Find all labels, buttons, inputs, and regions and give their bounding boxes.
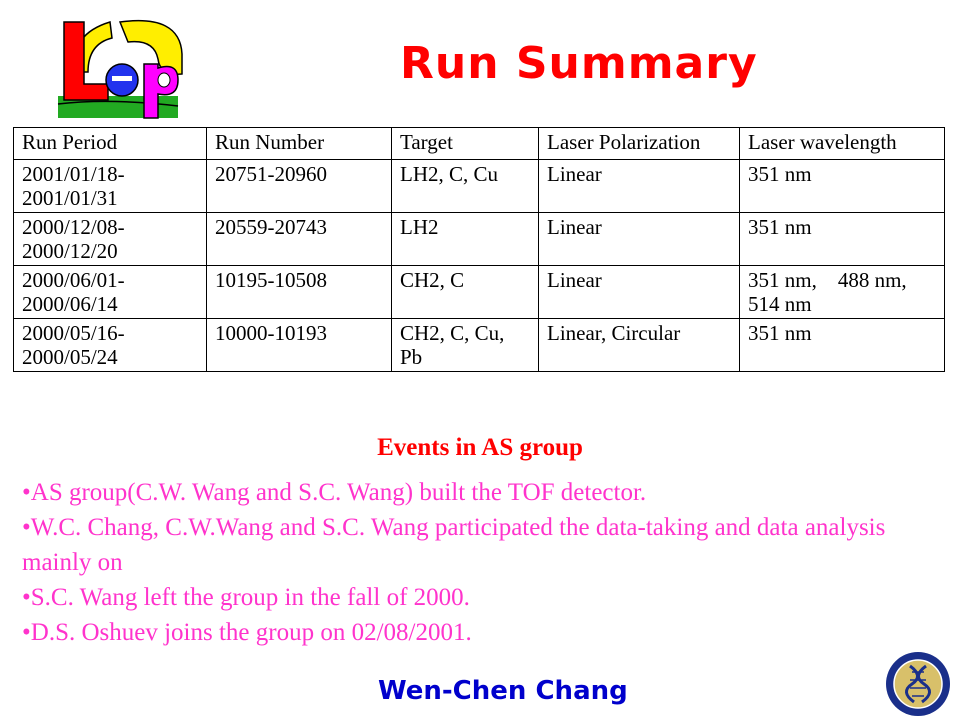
period-end: 2000/06/14 (22, 292, 118, 316)
header-laser-polarization: Laser Polarization (539, 128, 740, 160)
cell-target: LH2, C, Cu (392, 160, 539, 213)
cell-wavelength: 351 nm (740, 319, 945, 372)
table-row (14, 319, 945, 372)
period-start: 2000/06/01- (22, 268, 125, 292)
cell-target: CH2, C, Cu, Pb (392, 319, 539, 372)
cell-wavelength: 351 nm, 488 nm, 514 nm (740, 266, 945, 319)
cell-target: CH2, C (392, 266, 539, 319)
slide-title: Run Summary (400, 38, 758, 89)
header-run-period: Run Period (14, 128, 207, 160)
table-row (14, 213, 945, 266)
list-item: • AS group(C.W. Wang and S.C. Wang) built the TOF detector. (22, 475, 922, 510)
cell-target: LH2 (392, 213, 539, 266)
cell-run-period (14, 266, 207, 319)
header-run-number: Run Number (207, 128, 392, 160)
cell-polarization: Linear, Circular (539, 319, 740, 372)
table-row (14, 160, 945, 213)
period-start: 2000/05/16- (22, 321, 125, 345)
cell-wavelength: 351 nm (740, 160, 945, 213)
table-row (14, 266, 945, 319)
cell-run-period (14, 160, 207, 213)
cell-polarization: Linear (539, 213, 740, 266)
cell-wavelength: 351 nm (740, 213, 945, 266)
run-summary-table (13, 127, 945, 372)
cell-run-number: 20751-20960 (207, 160, 392, 213)
list-item: • S.C. Wang left the group in the fall of 2000. (22, 580, 922, 615)
period-end: 2000/12/20 (22, 239, 118, 263)
period-end: 2000/05/24 (22, 345, 118, 369)
cell-run-number: 10000-10193 (207, 319, 392, 372)
cell-run-number: 10195-10508 (207, 266, 392, 319)
cell-polarization: Linear (539, 160, 740, 213)
period-end: 2001/01/31 (22, 186, 118, 210)
period-start: 2001/01/18- (22, 162, 125, 186)
events-list (22, 475, 922, 650)
header-laser-wavelength: Laser wavelength (740, 128, 945, 160)
academia-sinica-seal (884, 650, 952, 718)
cell-run-period (14, 213, 207, 266)
leps-logo (50, 14, 190, 124)
presenter-name: Wen-Chen Chang (378, 676, 628, 706)
events-heading: Events in AS group (377, 434, 583, 461)
list-item: • D.S. Oshuev joins the group on 02/08/2001. (22, 615, 922, 650)
list-item: • W.C. Chang, C.W.Wang and S.C. Wang participated the data-taking and data analysis mainly on (22, 510, 922, 580)
period-start: 2000/12/08- (22, 215, 125, 239)
cell-run-number: 20559-20743 (207, 213, 392, 266)
header-target: Target (392, 128, 539, 160)
cell-polarization: Linear (539, 266, 740, 319)
cell-run-period (14, 319, 207, 372)
table-header-row (14, 128, 945, 160)
